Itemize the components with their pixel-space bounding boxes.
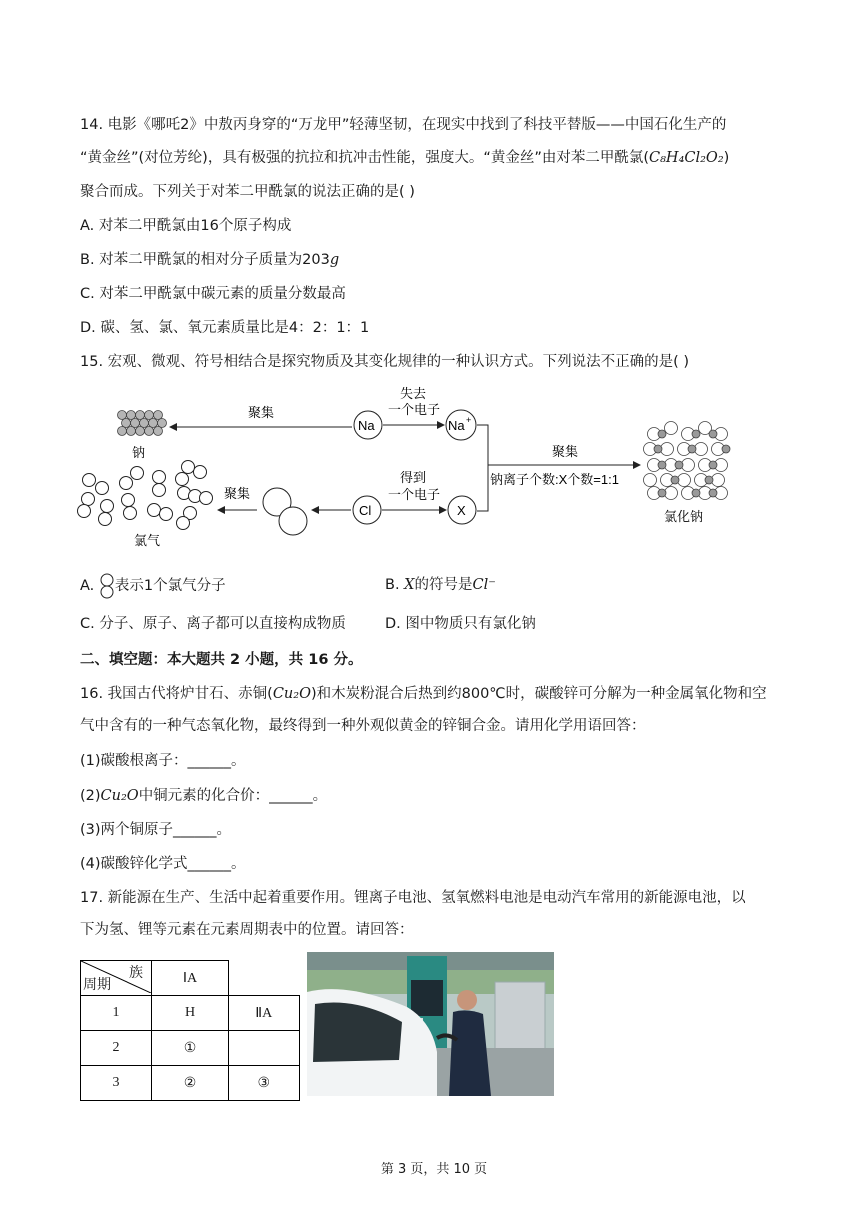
q15-option-b-letter: B.: [385, 577, 405, 593]
gather-label-nacl: 聚集: [552, 444, 579, 459]
table-cell: ②: [152, 1066, 229, 1101]
gather-label-sodium: 聚集: [248, 405, 275, 420]
section-heading: 二、填空题：本大题共 2 小题，共 16 分。: [80, 652, 363, 668]
q16-formula: Cu₂O: [272, 686, 311, 702]
q15-option-b: [385, 575, 496, 595]
q16-line1-rest: )和木炭粉混合后热到约800℃时，碳酸锌可分解为一种金属氧化物和空: [310, 686, 767, 702]
sodium-label: 钠: [132, 445, 146, 460]
q16-sub2-text: 中铜元素的化合价：______。: [138, 788, 328, 804]
q15-option-b-x: X: [404, 577, 415, 593]
q15-option-a-text: 表示1个氯气分子: [114, 578, 226, 594]
particle-diagram: [70, 385, 750, 555]
q16-line1-text: 16. 我国古代将炉甘石、赤铜(: [80, 686, 273, 702]
table-corner-cell: [81, 961, 152, 996]
q14-line2-text: “黄金丝”(对位芳纶)，具有极强的抗拉和抗冲击性能，强度大。“黄金丝”由对苯二甲酰氯(: [80, 150, 650, 166]
group-iia-header: ⅡA: [229, 996, 300, 1031]
lose-label-top: 失去: [400, 386, 427, 401]
chlorine-atom-symbol: Cl: [359, 503, 372, 518]
q16-sub2: [80, 786, 327, 806]
q16-sub2-formula: Cu₂O: [100, 788, 139, 804]
group-ia-header: ⅠA: [152, 961, 229, 996]
q17-line2: 下为氢、锂等元素在元素周期表中的位置。请回答：: [80, 922, 414, 938]
lose-label-bottom: 一个电子: [388, 402, 441, 417]
q14-formula: C₈H₄Cl₂O₂: [649, 150, 724, 166]
q16-line2: 气中含有的一种气态氧化物，最终得到一种外观似黄金的锌铜合金。请用化学用语回答：: [80, 718, 646, 734]
sodium-atom-symbol: Na: [358, 418, 375, 433]
q15-stem: 15. 宏观、微观、符号相结合是探究物质及其变化规律的一种认识方式。下列说法不正确的是( ): [80, 354, 690, 370]
q17-line1: 17. 新能源在生产、生活中起着重要作用。锂离子电池、氢氧燃料电池是电动汽车常用的新能源电池，以: [80, 890, 746, 906]
combine-bracket: [477, 425, 488, 511]
q14-line2-end: ): [723, 150, 730, 166]
q14-line3: 聚合而成。下列关于对苯二甲酰氯的说法正确的是( ): [80, 184, 415, 200]
chlorine-label: 氯气: [134, 533, 161, 548]
table-cell: H: [152, 996, 229, 1031]
gain-label-top: 得到: [400, 470, 427, 485]
q14-option-d: D. 碳、氢、氯、氧元素质量比是4：2：1：1: [80, 320, 370, 336]
q15-option-c: C. 分子、原子、离子都可以直接构成物质: [80, 616, 346, 632]
table-row: 2: [81, 1031, 152, 1066]
q14-option-b-text: B. 对苯二甲酰氯的相对分子质量为203: [80, 252, 330, 268]
group-header-label: 族: [129, 966, 143, 981]
q14-option-b-unit: g: [329, 252, 340, 268]
sodium-atoms-cluster: [118, 411, 167, 436]
q14-line2: [80, 148, 729, 168]
page-footer: 第 3 页，共 10 页: [380, 1162, 488, 1177]
q15-option-a-letter: A.: [80, 578, 95, 594]
table-cell: ①: [152, 1031, 229, 1066]
table-row: 3: [81, 1066, 152, 1101]
q16-line1: [80, 684, 767, 704]
table-empty-cell: [229, 961, 300, 996]
q15-option-b-symbol: Cl⁻: [472, 577, 496, 593]
gain-label-bottom: 一个电子: [388, 487, 441, 502]
q15-option-d: D. 图中物质只有氯化钠: [385, 616, 536, 632]
q15-option-b-text: 的符号是: [414, 577, 473, 593]
q14-line1: 14. 电影《哪吒2》中敖丙身穿的“万龙甲”轻薄坚韧，在现实中找到了科技平替版——中国石化生产的: [80, 117, 727, 133]
chlorine-molecules: [78, 461, 213, 530]
q16-sub4: (4)碳酸锌化学式______。: [80, 856, 246, 872]
table-cell: [229, 1031, 300, 1066]
chlorine-molecule-icon: [99, 573, 115, 599]
sodium-ion-symbol: Na: [448, 418, 465, 433]
q14-option-c: C. 对苯二甲酰氯中碳元素的质量分数最高: [80, 286, 346, 302]
gather-label-chlorine: 聚集: [224, 486, 251, 501]
chlorine-molecule-atom-bottom: [279, 507, 307, 535]
q14-option-a: A. 对苯二甲酰氯由16个原子构成: [80, 218, 292, 234]
q16-sub2-number: (2): [80, 788, 101, 804]
ratio-label: 钠离子个数:X个数=1:1: [490, 472, 619, 487]
table-cell: ③: [229, 1066, 300, 1101]
nacl-label: 氯化钠: [664, 509, 704, 524]
q16-sub3: (3)两个铜原子______。: [80, 822, 232, 838]
q15-option-a: [80, 573, 226, 599]
q14-option-b: [80, 250, 339, 270]
table-row: 1: [81, 996, 152, 1031]
nacl-lattice: [644, 422, 731, 500]
ev-charging-photo: [307, 952, 554, 1096]
period-header-label: 周期: [83, 978, 111, 993]
q16-sub1: (1)碳酸根离子：______。: [80, 753, 246, 769]
periodic-table-excerpt: [80, 960, 300, 1101]
x-ion-symbol: X: [457, 503, 466, 518]
sodium-ion-charge: +: [466, 415, 472, 425]
